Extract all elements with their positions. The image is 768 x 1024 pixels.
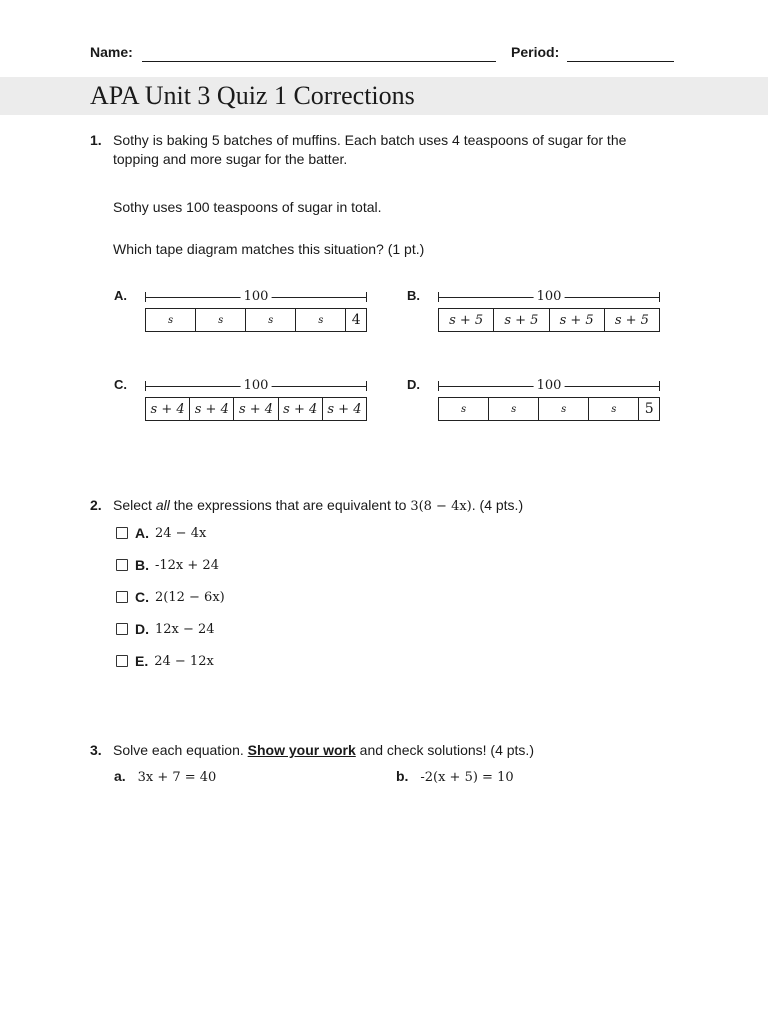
period-field[interactable] — [567, 61, 674, 62]
choice-expression: -12x + 24 — [155, 557, 219, 573]
checkbox[interactable] — [116, 527, 128, 539]
tape-a-total: 100 — [241, 289, 272, 305]
tape-b-cells — [438, 308, 660, 332]
question-1-line-2: topping and more sugar for the batter. — [113, 151, 348, 167]
period-label: Period: — [511, 44, 560, 60]
tape-diagram-d[interactable] — [438, 378, 660, 421]
tape-cell: s — [246, 309, 296, 331]
choice-expression: 2(12 − 6x) — [155, 589, 225, 605]
part-letter: b. — [396, 768, 409, 784]
option-c-label[interactable]: C. — [114, 377, 127, 392]
part-b-equation: -2(x + 5) = 10 — [420, 770, 514, 785]
choice-expression: 24 − 4x — [155, 525, 207, 541]
choice-letter: C. — [135, 589, 149, 605]
question-3-prompt — [113, 741, 534, 760]
q2-prompt-emphasis: all — [155, 497, 170, 513]
tape-cell: s + 4 — [146, 398, 190, 420]
tape-cell: 5 — [644, 401, 654, 417]
part-a-equation: 3x + 7 = 40 — [137, 770, 217, 785]
tape-diagram-b[interactable] — [438, 289, 660, 332]
name-label: Name: — [90, 44, 133, 60]
choice-d[interactable] — [116, 620, 215, 638]
tape-cell: s — [489, 398, 539, 420]
checkbox[interactable] — [116, 559, 128, 571]
tape-c-total-brace — [145, 378, 367, 394]
part-a — [114, 767, 216, 787]
choice-expression: 12x − 24 — [155, 621, 215, 637]
tape-cell: 4 — [351, 312, 361, 328]
tape-d-cells — [438, 397, 660, 421]
tape-cell: s — [439, 398, 489, 420]
tape-a-total-brace — [145, 289, 367, 305]
tape-cell: s + 4 — [234, 398, 278, 420]
tape-cell: s + 5 — [494, 309, 549, 331]
q3-prompt-emphasis: Show your work — [247, 742, 356, 758]
question-2-prompt — [113, 496, 523, 516]
choice-letter: B. — [135, 557, 149, 573]
choice-letter: A. — [135, 525, 149, 541]
tape-d-total-brace — [438, 378, 660, 394]
tape-cell: s + 4 — [279, 398, 323, 420]
part-b — [396, 767, 514, 787]
tape-cell: s — [146, 309, 196, 331]
part-letter: a. — [114, 768, 126, 784]
tape-cell: s — [589, 398, 639, 420]
checkbox[interactable] — [116, 655, 128, 667]
tape-a-cells — [145, 308, 367, 332]
tape-cell: s — [196, 309, 246, 331]
page-title: APA Unit 3 Quiz 1 Corrections — [90, 81, 415, 110]
question-1-info: Sothy uses 100 teaspoons of sugar in total. — [113, 199, 382, 215]
tape-cell: s + 4 — [190, 398, 234, 420]
tape-c-cells — [145, 397, 367, 421]
q2-prompt-expression: 3(8 − 4x) — [410, 499, 472, 514]
title-bar — [0, 77, 768, 115]
tape-d-total: 100 — [534, 378, 565, 394]
question-1-prompt: Which tape diagram matches this situation? (1 pt.) — [113, 241, 425, 257]
choice-expression: 24 − 12x — [154, 653, 214, 669]
option-a-label[interactable]: A. — [114, 288, 127, 303]
tape-cell: s + 5 — [614, 312, 649, 328]
checkbox[interactable] — [116, 623, 128, 635]
tape-b-total: 100 — [534, 289, 565, 305]
tape-diagram-c[interactable] — [145, 378, 367, 421]
tape-diagram-a[interactable] — [145, 289, 367, 332]
choice-a[interactable] — [116, 524, 206, 542]
option-b-label[interactable]: B. — [407, 288, 420, 303]
tape-cell: s + 5 — [550, 309, 605, 331]
question-3-number: 3. — [90, 742, 102, 758]
q2-prompt-mid: the expressions that are equivalent to — [173, 497, 407, 513]
q2-prompt-pre: Select — [113, 497, 152, 513]
choice-e[interactable] — [116, 652, 214, 670]
tape-cell: s + 4 — [327, 401, 362, 417]
name-field[interactable] — [142, 61, 496, 62]
choice-c[interactable] — [116, 588, 225, 606]
name-period-row — [90, 44, 680, 68]
question-2-number: 2. — [90, 497, 102, 513]
option-d-label[interactable]: D. — [407, 377, 420, 392]
q3-prompt-pre: Solve each equation. — [113, 742, 244, 758]
choice-b[interactable] — [116, 556, 219, 574]
tape-c-total: 100 — [241, 378, 272, 394]
q2-prompt-post: . (4 pts.) — [471, 497, 524, 513]
question-1-number: 1. — [90, 132, 102, 148]
tape-cell: s — [296, 309, 346, 331]
checkbox[interactable] — [116, 591, 128, 603]
tape-cell: s + 5 — [439, 309, 494, 331]
tape-b-total-brace — [438, 289, 660, 305]
tape-cell: s — [539, 398, 589, 420]
choice-letter: D. — [135, 621, 149, 637]
question-1-line-1: Sothy is baking 5 batches of muffins. Each batch uses 4 teaspoons of sugar for the — [113, 132, 627, 148]
q3-prompt-post: and check solutions! (4 pts.) — [359, 742, 534, 758]
choice-letter: E. — [135, 653, 149, 669]
